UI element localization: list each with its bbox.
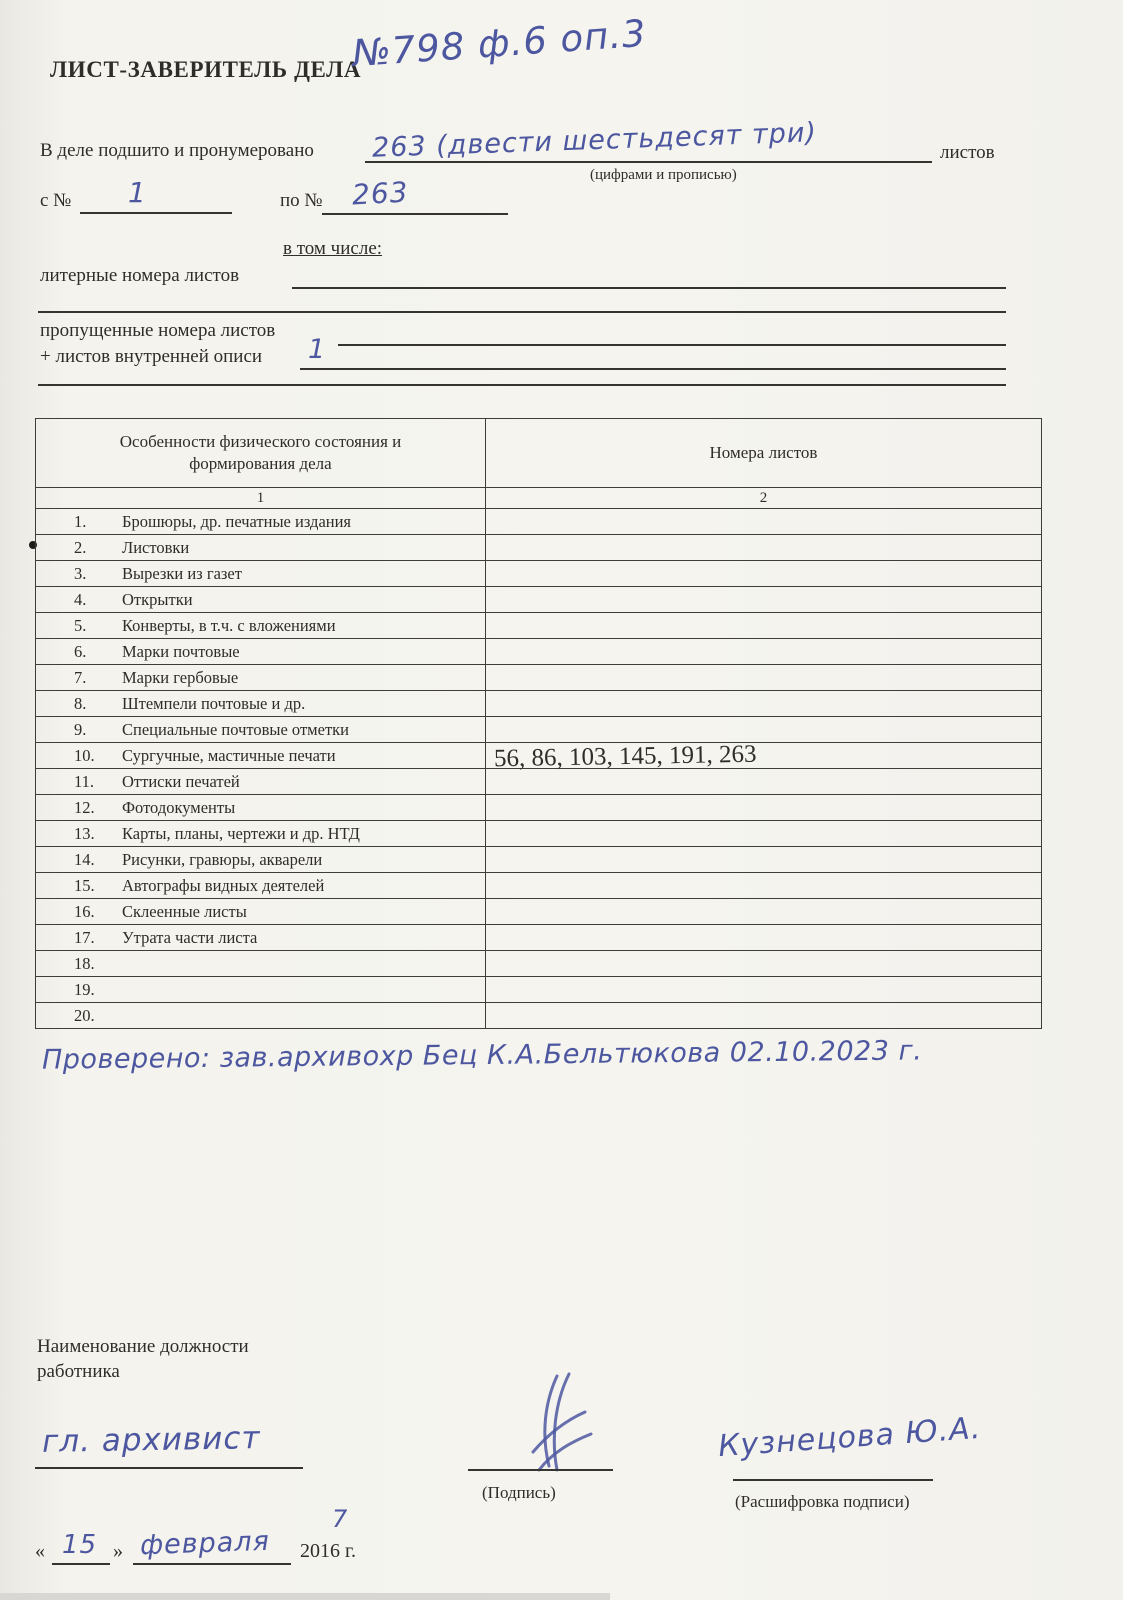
date-day-handwritten: 15 [62, 1530, 98, 1560]
table-row [36, 561, 1042, 587]
to-value-handwritten: 263 [351, 175, 410, 212]
table-row [36, 743, 1042, 769]
row-number: 15. [74, 875, 95, 895]
date-month-blank [133, 1563, 291, 1565]
row-number: 17. [74, 927, 95, 947]
table-row [36, 665, 1042, 691]
table-row [36, 795, 1042, 821]
signature-caption: (Подпись) [482, 1483, 556, 1502]
table-row [36, 587, 1042, 613]
row-label: Утрата части листа [122, 927, 258, 947]
table-row [36, 977, 1042, 1003]
position-label-line2: работника [37, 1361, 120, 1382]
col1-index: 1 [36, 488, 486, 509]
row-number: 7. [74, 667, 87, 687]
table-row [36, 691, 1042, 717]
date-year-correction-handwritten: 7 [332, 1505, 349, 1533]
row-number: 13. [74, 823, 95, 843]
physical-state-table [35, 418, 1042, 1029]
row-label: Штемпели почтовые и др. [122, 693, 306, 713]
col1-header: Особенности физического состояния и формирования дела [36, 419, 486, 488]
counted-blank [365, 161, 932, 163]
row-label: Автографы видных деятелей [122, 875, 325, 895]
row-label [108, 1006, 122, 1025]
table-row [36, 899, 1042, 925]
row-number: 1. [74, 511, 87, 531]
date-close-quote: » [113, 1540, 123, 1562]
transcript-caption: (Расшифровка подписи) [735, 1492, 910, 1511]
letter-numbers-label: литерные номера листов [40, 265, 240, 286]
row-number: 8. [74, 693, 87, 713]
from-blank [80, 212, 232, 214]
case-number-annotation: №798 ф.6 оп.3 [350, 11, 648, 76]
position-label-line1: Наименование должности [37, 1336, 249, 1357]
signature-scribble [505, 1372, 595, 1472]
to-blank [322, 213, 508, 215]
date-day-blank [52, 1563, 110, 1565]
transcript-blank [733, 1479, 933, 1481]
row-number: 3. [74, 563, 87, 583]
letter-numbers-blank [292, 287, 1006, 289]
table-row [36, 639, 1042, 665]
table-row [36, 925, 1042, 951]
from-value-handwritten: 1 [128, 176, 147, 209]
row-label: Фотодокументы [122, 797, 236, 817]
row-label: Рисунки, гравюры, акварели [122, 849, 323, 869]
table-row [36, 535, 1042, 561]
col2-header: Номера листов [486, 419, 1042, 488]
counted-hint: (цифрами и прописью) [590, 167, 737, 183]
row-number: 9. [74, 719, 87, 739]
row-number: 19. [74, 979, 95, 999]
position-blank [35, 1467, 303, 1469]
table-row [36, 717, 1042, 743]
table-index-row [36, 488, 1042, 509]
row-label: Конверты, в т.ч. с вложениями [122, 615, 336, 635]
row-label: Вырезки из газет [122, 563, 242, 583]
row-label: Брошюры, др. печатные издания [122, 511, 352, 531]
missing-numbers-blank [338, 344, 1006, 346]
counted-suffix: листов [940, 142, 995, 163]
row-label: Склеенные листы [122, 901, 247, 921]
row-number: 5. [74, 615, 87, 635]
table-header-row [36, 419, 1042, 488]
internal-inventory-value-handwritten: 1 [308, 334, 327, 365]
row-number: 4. [74, 589, 87, 609]
internal-inventory-blank-2 [38, 384, 1006, 386]
position-value-handwritten: гл. архивист [41, 1420, 261, 1460]
table-row [36, 509, 1042, 535]
signature-blank [468, 1469, 613, 1471]
row-number: 12. [74, 797, 95, 817]
table-row [36, 873, 1042, 899]
scan-edge-strip [0, 1593, 610, 1600]
signature-transcript-handwritten: Кузнецова Ю.А. [717, 1410, 983, 1465]
table-row [36, 951, 1042, 977]
row-label [108, 954, 122, 973]
page-title: ЛИСТ-ЗАВЕРИТЕЛЬ ДЕЛА [50, 57, 362, 82]
internal-inventory-blank [300, 368, 1006, 370]
row-number: 20. [74, 1005, 95, 1025]
from-label: с № [40, 190, 72, 211]
including-label: в том числе: [283, 238, 383, 259]
row-label [108, 980, 122, 999]
row-label: Марки гербовые [122, 667, 239, 687]
row-number: 2. [74, 537, 87, 557]
missing-numbers-label: пропущенные номера листов [40, 320, 276, 341]
date-month-handwritten: февраля [139, 1525, 271, 1562]
date-year: 2016 г. [300, 1540, 356, 1562]
counted-value-handwritten: 263 (двести шестьдесят три) [371, 117, 818, 164]
row-label: Оттиски печатей [122, 771, 240, 791]
internal-inventory-label: + листов внутренней описи [40, 346, 263, 367]
verification-note-handwritten: Проверено: зав.архивохр Бец К.А.Бельтюкова 02.10.2023 г. [41, 1035, 923, 1076]
table-row [36, 769, 1042, 795]
row-label: Сургучные, мастичные печати [122, 745, 336, 765]
row-number: 10. [74, 745, 95, 765]
counted-label: В деле подшито и пронумеровано [40, 140, 314, 161]
letter-numbers-blank-2 [38, 311, 1006, 313]
row-number: 14. [74, 849, 95, 869]
table-row [36, 847, 1042, 873]
row-label: Листовки [122, 537, 190, 557]
row-value-handwritten: 56, 86, 103, 145, 191, 263 [493, 740, 757, 773]
row-number: 16. [74, 901, 95, 921]
row-number: 18. [74, 953, 95, 973]
row-label: Марки почтовые [122, 641, 240, 661]
row-number: 6. [74, 641, 87, 661]
table-row [36, 613, 1042, 639]
col2-index: 2 [486, 488, 1042, 509]
to-label: по № [280, 190, 323, 211]
table-row [36, 1003, 1042, 1029]
row-number: 11. [74, 771, 95, 791]
row-label: Специальные почтовые отметки [122, 719, 349, 739]
row-label: Открытки [122, 589, 193, 609]
row-label: Карты, планы, чертежи и др. НТД [122, 823, 360, 843]
date-open-quote: « [35, 1540, 45, 1562]
table-row [36, 821, 1042, 847]
